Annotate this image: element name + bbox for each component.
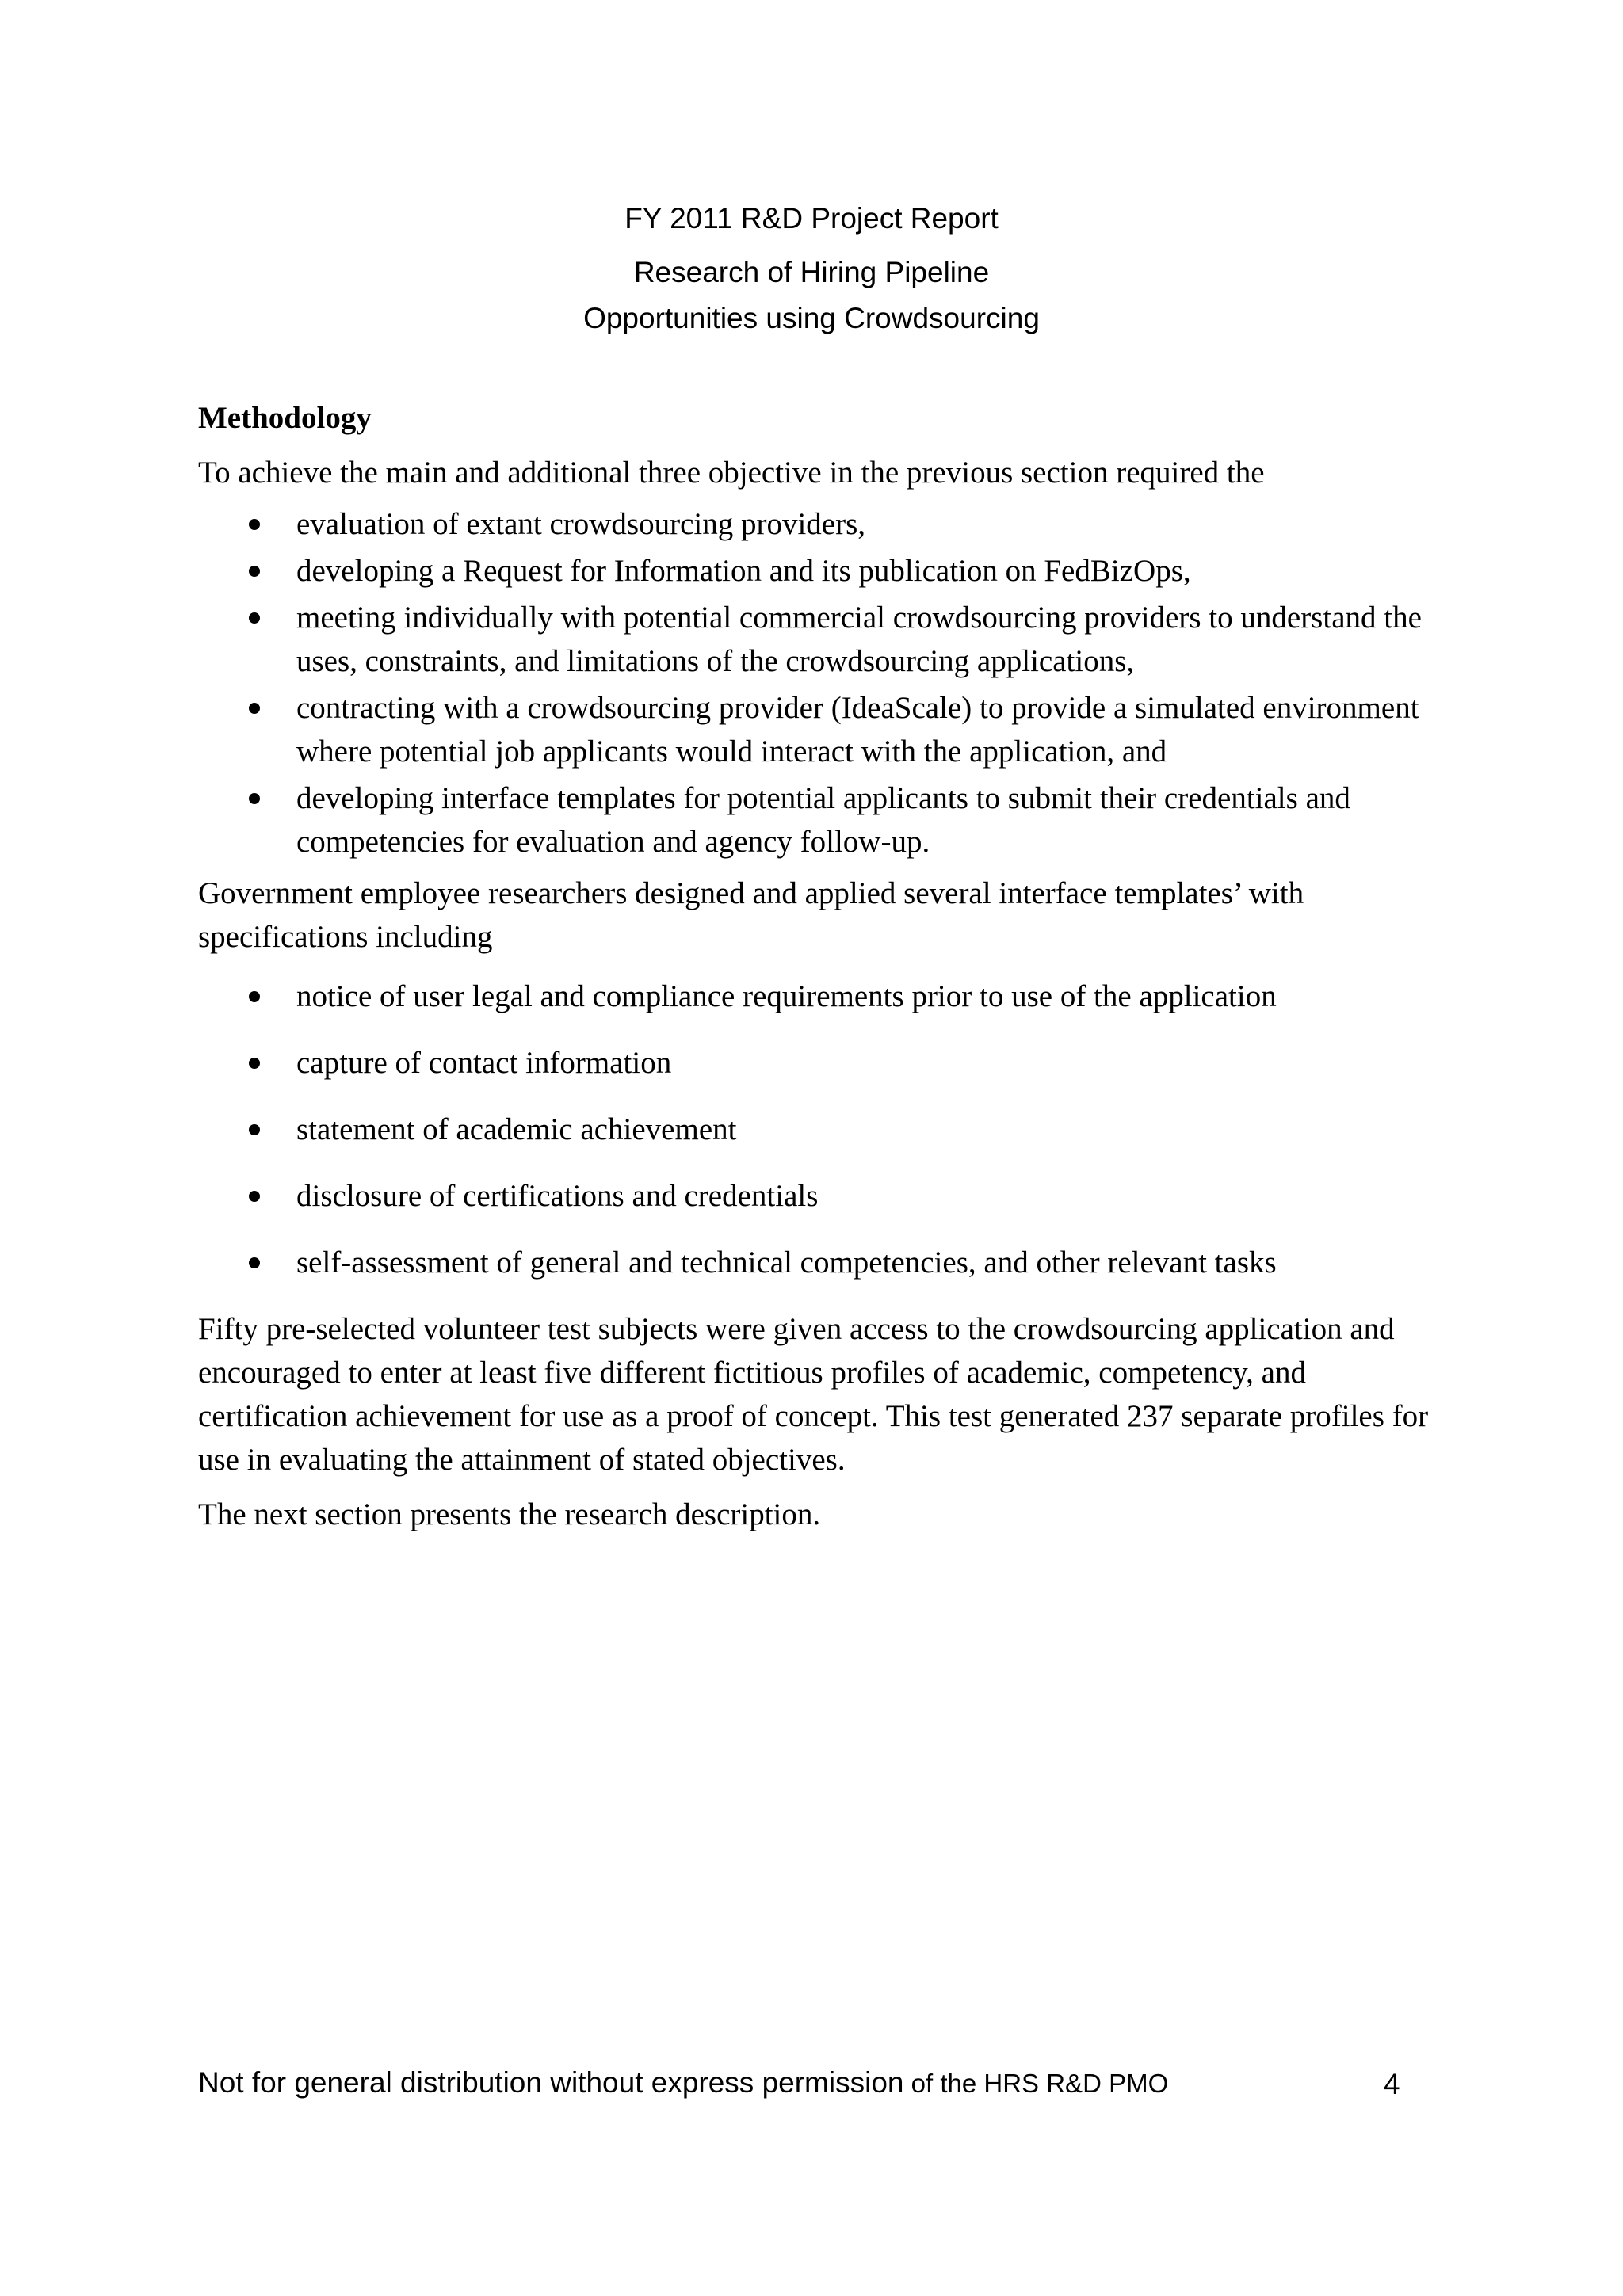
intro-paragraph: To achieve the main and additional three objective in the previous section required the xyxy=(198,456,1265,490)
list-item-text: developing interface templates for potential applicants to submit their credentials and competencies for evaluation and agency follow-up. xyxy=(296,781,1350,859)
list-item xyxy=(198,596,1442,683)
bullet-icon xyxy=(249,1058,260,1069)
test-subjects-paragraph: Fifty pre-selected volunteer test subjects were given access to the crowdsourcing application and encouraged to enter at least five different fictitious profiles of academic, competency, and certification achievement for use as a proof of concept. This test generated 237 separate profiles for use in evaluating the attainment of stated objectives. xyxy=(198,1312,1429,1477)
section-heading: Methodology xyxy=(198,401,372,435)
bullet-icon xyxy=(249,793,260,804)
bullet-icon xyxy=(249,1191,260,1202)
bullet-icon xyxy=(249,703,260,714)
list-item-text: disclosure of certifications and credentials xyxy=(296,1179,819,1213)
list-item-text: capture of contact information xyxy=(296,1046,672,1080)
footer-notice-main: Not for general distribution without express permission xyxy=(198,2066,904,2099)
bullet-icon xyxy=(249,1257,260,1268)
report-subtitle-line2: Opportunities using Crowdsourcing xyxy=(583,302,1040,334)
page-number: 4 xyxy=(1384,2068,1400,2100)
list-item xyxy=(198,686,1442,773)
bullet-icon xyxy=(249,612,260,624)
templates-paragraph: Government employee researchers designed and applied several interface templates’ with specifications including xyxy=(198,876,1304,954)
list-item-text: self-assessment of general and technical competencies, and other relevant tasks xyxy=(296,1245,1277,1280)
list-item xyxy=(198,776,1442,864)
bullet-icon xyxy=(249,519,260,530)
methodology-steps-list xyxy=(198,502,1442,864)
list-item-text: statement of academic achievement xyxy=(296,1112,737,1146)
specifications-list xyxy=(198,974,1442,1284)
document-body xyxy=(198,396,1442,1536)
footer-notice xyxy=(198,2068,1168,2097)
list-item-text: meeting individually with potential commercial crowdsourcing providers to understand the uses, constraints, and limitations of the crowdsourcing applications, xyxy=(296,601,1422,678)
list-item-text: contracting with a crowdsourcing provider (IdeaScale) to provide a simulated environment where potential job applicants would interact with the application, and xyxy=(296,691,1419,769)
list-item xyxy=(198,1174,1442,1218)
list-item xyxy=(198,974,1442,1018)
list-item-text: notice of user legal and compliance requirements prior to use of the application xyxy=(296,979,1277,1013)
list-item xyxy=(198,502,1442,546)
next-section-paragraph: The next section presents the research description. xyxy=(198,1497,821,1531)
list-item-text: developing a Request for Information and its publication on FedBizOps, xyxy=(296,554,1191,588)
bullet-icon xyxy=(249,991,260,1002)
list-item xyxy=(198,1108,1442,1151)
bullet-icon xyxy=(249,566,260,577)
bullet-icon xyxy=(249,1124,260,1135)
report-title: FY 2011 R&D Project Report xyxy=(624,202,999,235)
list-item xyxy=(198,549,1442,593)
list-item-text: evaluation of extant crowdsourcing providers, xyxy=(296,507,866,541)
list-item xyxy=(198,1241,1442,1284)
footer-notice-org: of the HRS R&D PMO xyxy=(903,2069,1169,2098)
list-item xyxy=(198,1041,1442,1085)
report-subtitle-line1: Research of Hiring Pipeline xyxy=(633,256,990,288)
